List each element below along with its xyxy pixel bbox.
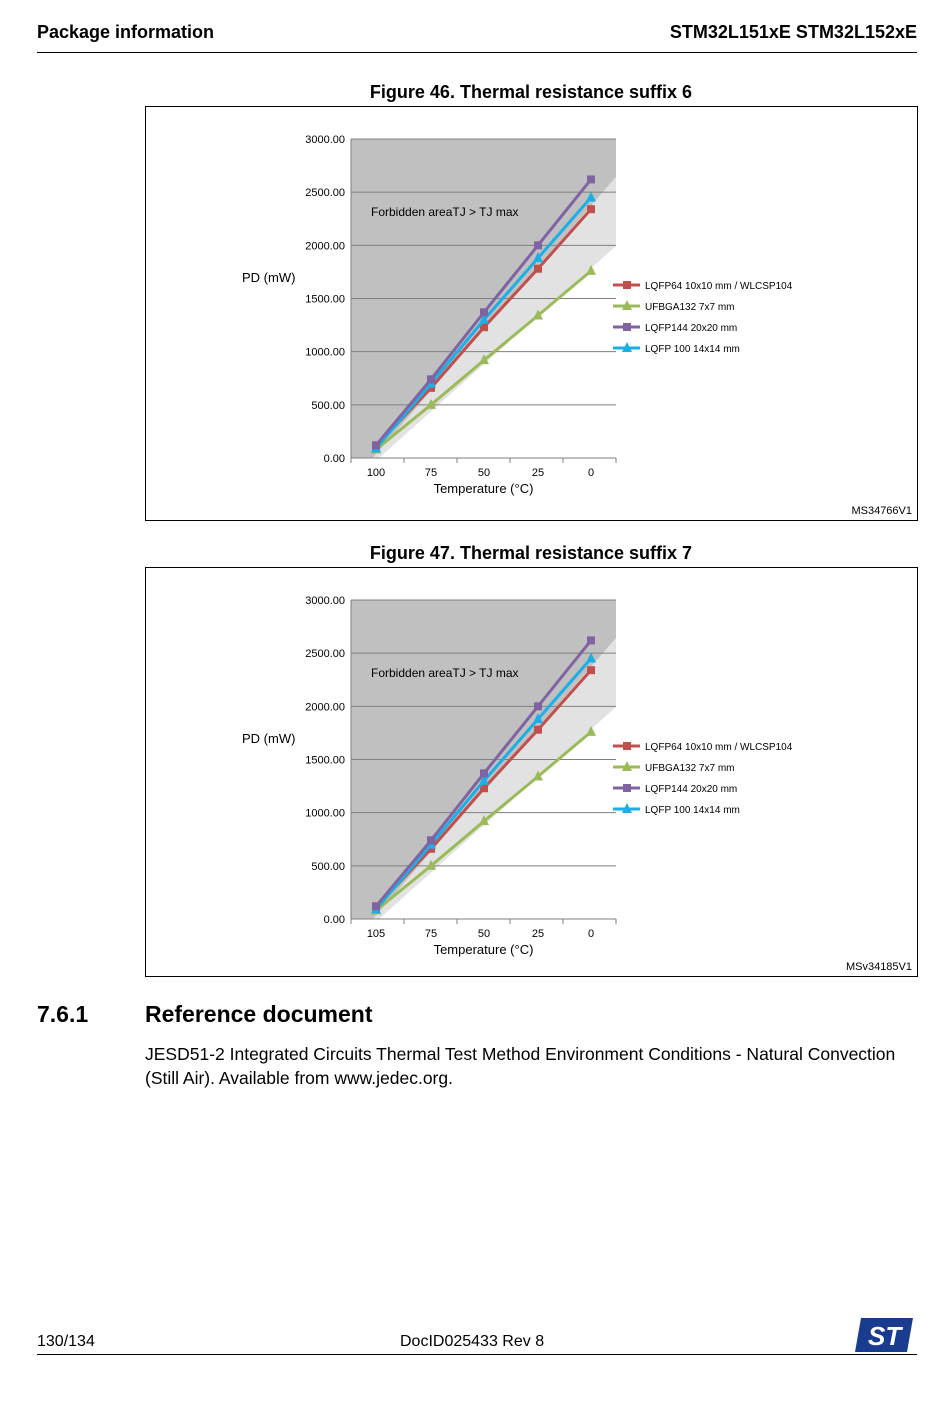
section-title: Reference document [145, 1001, 373, 1027]
x-tick-label: 25 [531, 467, 545, 479]
legend-label: LQFP 100 14x14 mm [645, 805, 740, 816]
figure-46-code: MS34766V1 [851, 505, 912, 517]
header-divider [37, 52, 917, 53]
legend-marker [623, 281, 631, 289]
figure-47-code: MSv34185V1 [845, 961, 912, 973]
x-tick-label: 0 [587, 928, 595, 940]
data-point [372, 902, 380, 910]
data-point [587, 205, 595, 213]
legend-label: LQFP64 10x10 mm / WLCSP104 [645, 281, 793, 292]
x-tick-label: 50 [477, 467, 491, 479]
legend-label: LQFP144 20x20 mm [645, 323, 738, 334]
figure-46-svg [146, 107, 917, 520]
figure-47-svg [146, 568, 917, 976]
header-section-title: Package information [37, 22, 215, 42]
legend-label: LQFP 100 14x14 mm [645, 344, 740, 355]
data-point [587, 175, 595, 183]
legend-marker [623, 742, 631, 750]
y-tick-label: 2500.00 [305, 187, 345, 200]
y-tick-label: 500.00 [311, 399, 345, 412]
y-tick-label: 2000.00 [305, 240, 345, 253]
section-body-text: JESD51-2 Integrated Circuits Thermal Test Method Environment Conditions - Natural Convection (Still Air). Available from www.jedec.org. [145, 1044, 896, 1088]
data-point [534, 265, 542, 273]
forbidden-area-label: Forbidden areaTJ > TJ max [371, 666, 519, 680]
y-tick-label: 3000.00 [305, 134, 345, 146]
x-tick-label: 50 [477, 928, 491, 940]
data-point [372, 441, 380, 449]
footer-divider [37, 1354, 917, 1355]
y-tick-label: 2500.00 [305, 648, 345, 661]
x-tick-label: 100 [366, 467, 386, 479]
data-point [480, 308, 488, 316]
data-point [534, 702, 542, 710]
x-tick-label: 105 [366, 928, 386, 940]
y-axis-label: PD (mW) [242, 270, 296, 285]
y-tick-label: 1000.00 [305, 807, 345, 820]
x-axis-label: Temperature (°C) [433, 481, 534, 496]
legend-label: LQFP144 20x20 mm [645, 784, 738, 795]
figure-46-chart [145, 106, 918, 521]
data-point [534, 726, 542, 734]
data-point [427, 375, 435, 383]
data-point [427, 836, 435, 844]
legend-label: LQFP64 10x10 mm / WLCSP104 [645, 742, 793, 753]
legend-label: UFBGA132 7x7 mm [645, 302, 735, 313]
data-point [534, 241, 542, 249]
data-point [587, 636, 595, 644]
y-tick-label: 1500.00 [305, 293, 345, 306]
y-tick-label: 1500.00 [305, 754, 345, 767]
data-point [587, 666, 595, 674]
y-tick-label: 3000.00 [305, 595, 345, 607]
x-tick-label: 0 [587, 467, 595, 479]
st-logo [855, 1318, 913, 1357]
x-axis-label: Temperature (°C) [433, 942, 534, 957]
y-tick-label: 2000.00 [305, 701, 345, 714]
forbidden-area-label: Forbidden areaTJ > TJ max [371, 205, 519, 219]
footer-page-number: 130/134 [37, 1333, 95, 1350]
figure-46-title: Figure 46. Thermal resistance suffix 6 [369, 82, 693, 102]
figure-47-title: Figure 47. Thermal resistance suffix 7 [369, 543, 693, 563]
x-tick-label: 75 [424, 928, 438, 940]
legend-marker [623, 323, 631, 331]
header-product-title: STM32L151xE STM32L152xE [669, 22, 917, 42]
section-number: 7.6.1 [37, 1001, 89, 1027]
footer-doc-id: DocID025433 Rev 8 [400, 1333, 545, 1350]
legend-marker [623, 784, 631, 792]
st-logo-text: ST [868, 1321, 902, 1351]
x-tick-label: 75 [424, 467, 438, 479]
y-axis-label: PD (mW) [242, 731, 296, 746]
y-tick-label: 1000.00 [305, 346, 345, 359]
legend-label: UFBGA132 7x7 mm [645, 763, 735, 774]
x-tick-label: 25 [531, 928, 545, 940]
data-point [480, 769, 488, 777]
y-tick-label: 500.00 [311, 860, 345, 873]
y-tick-label: 0.00 [323, 453, 345, 465]
figure-47-chart [145, 567, 918, 977]
y-tick-label: 0.00 [323, 914, 345, 926]
